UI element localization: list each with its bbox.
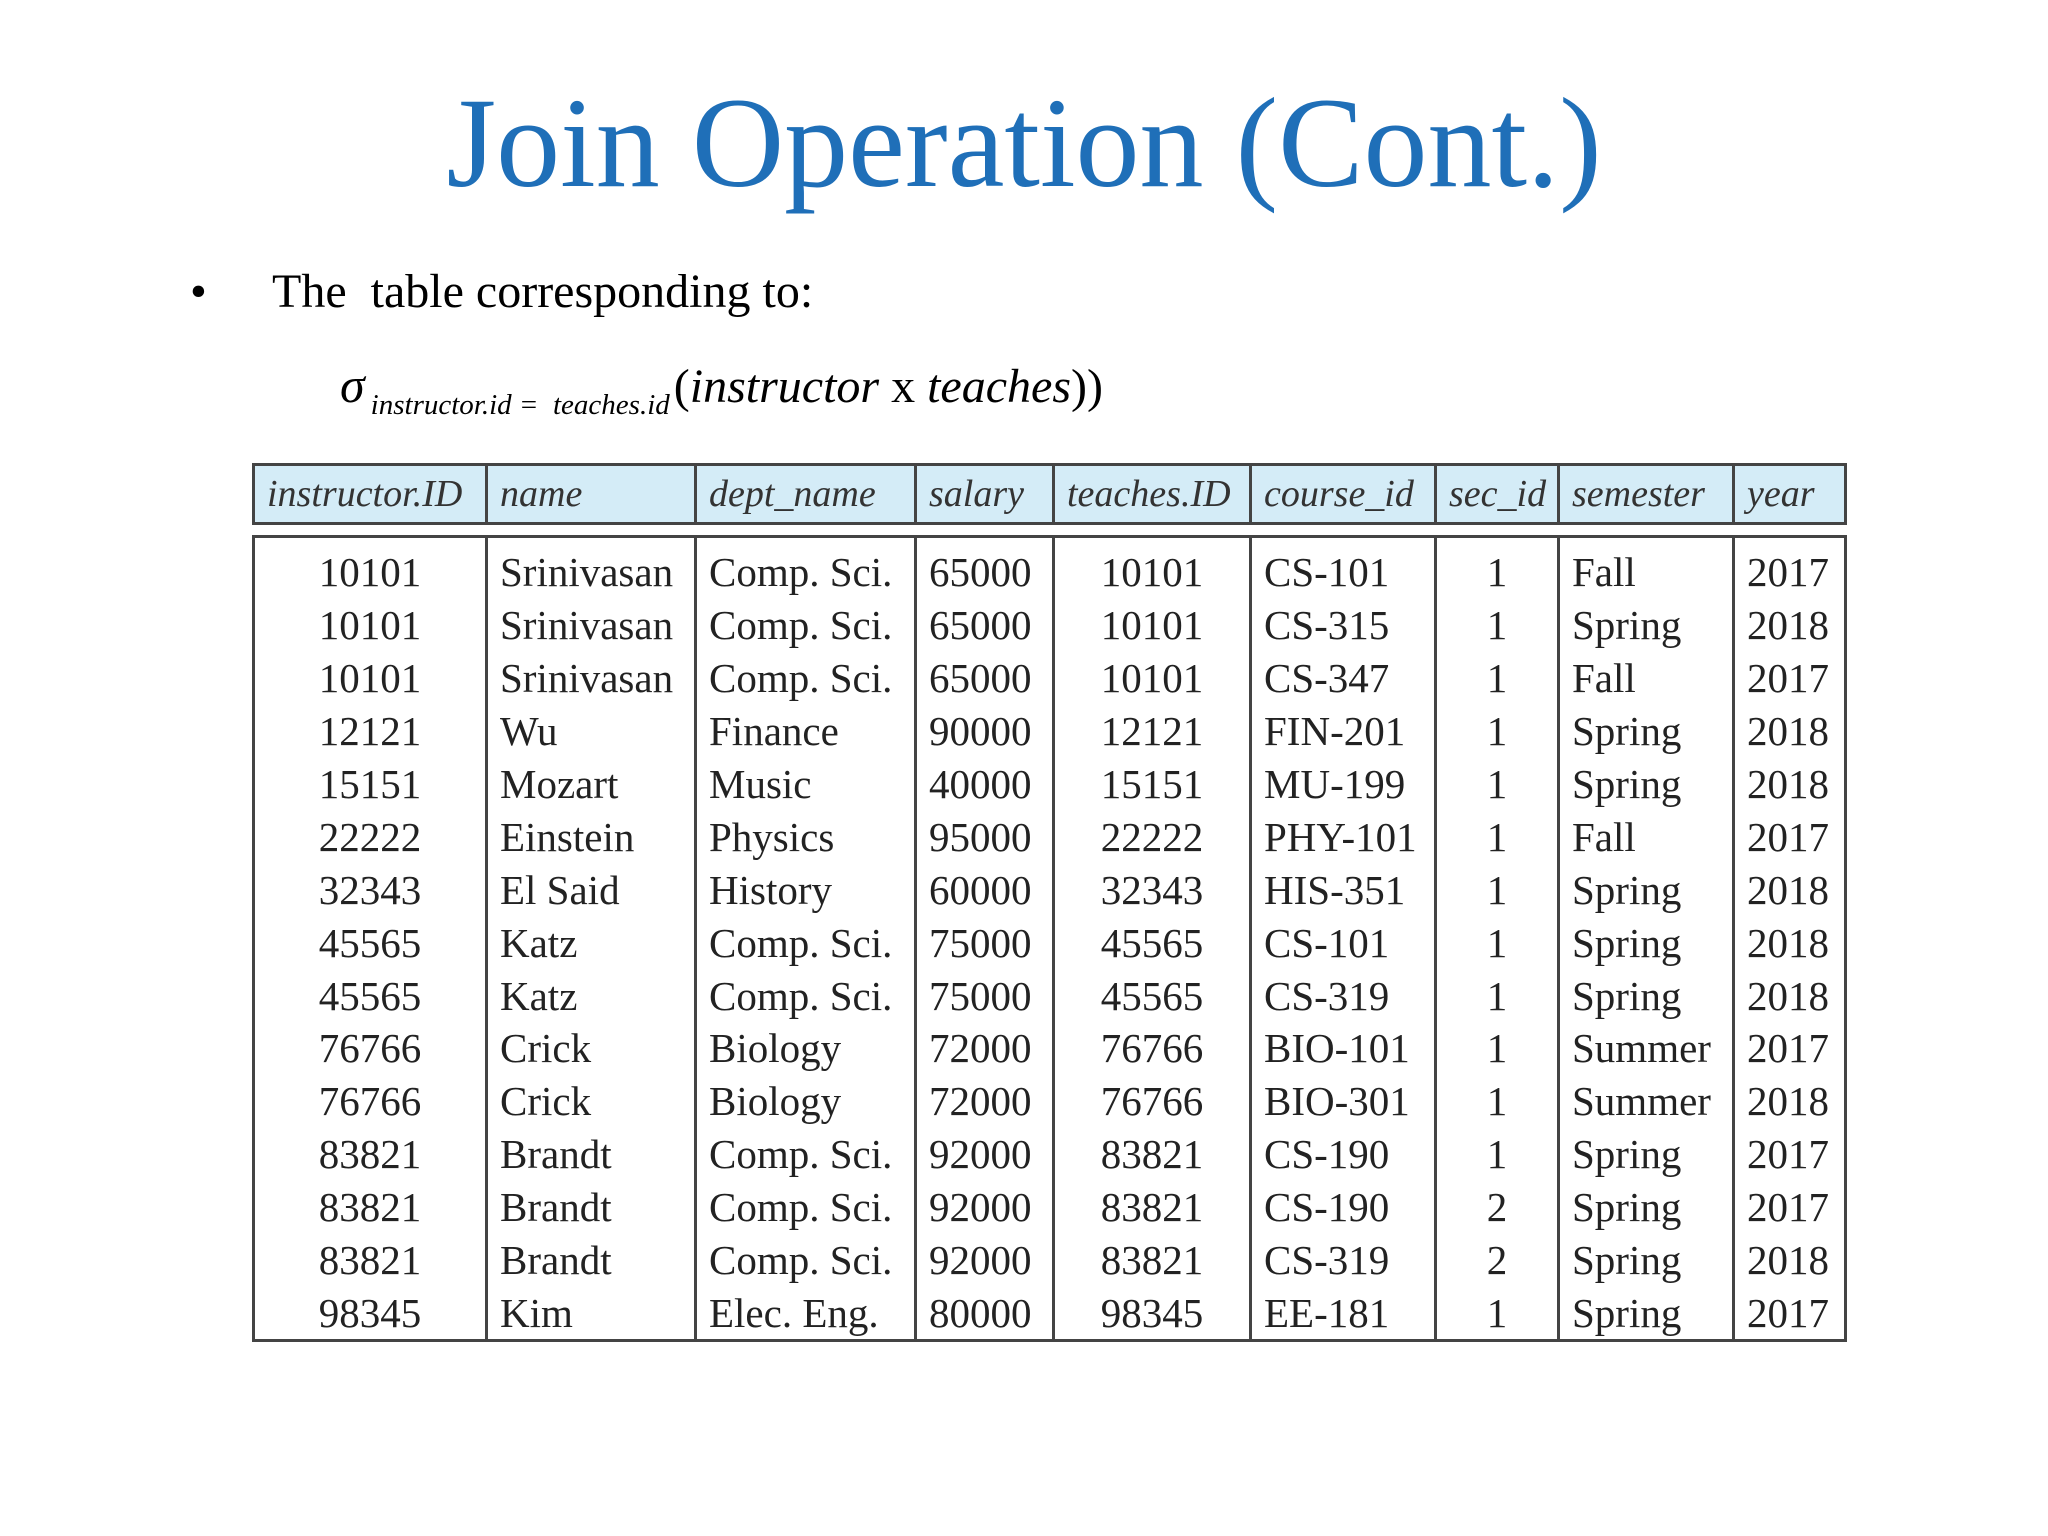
cell-course-id: MU-199: [1251, 758, 1436, 811]
cell-course-id: CS-101: [1251, 537, 1436, 599]
cell-semester: Spring: [1559, 758, 1734, 811]
cell-name: Crick: [487, 1075, 696, 1128]
cell-teaches-id: 45565: [1054, 916, 1251, 969]
table-row: [254, 1286, 1846, 1340]
cell-name: Einstein: [487, 810, 696, 863]
cell-sec-id: 2: [1436, 1181, 1559, 1234]
cell-semester: Summer: [1559, 1022, 1734, 1075]
join-result-table-container: [252, 463, 1844, 1342]
table-row: [254, 1022, 1846, 1075]
cell-salary: 92000: [916, 1128, 1054, 1181]
cell-course-id: CS-190: [1251, 1128, 1436, 1181]
column-header-teaches-id: teaches.ID: [1054, 465, 1251, 524]
cell-year: 2018: [1734, 758, 1846, 811]
cell-teaches-id: 83821: [1054, 1128, 1251, 1181]
cell-instructor-id: 83821: [254, 1181, 487, 1234]
cell-instructor-id: 45565: [254, 916, 487, 969]
cell-name: El Said: [487, 863, 696, 916]
cell-course-id: CS-319: [1251, 969, 1436, 1022]
cell-name: Srinivasan: [487, 599, 696, 652]
cell-dept-name: Comp. Sci.: [696, 1181, 916, 1234]
cell-instructor-id: 45565: [254, 969, 487, 1022]
cell-dept-name: Comp. Sci.: [696, 969, 916, 1022]
header-row: [254, 465, 1846, 524]
cell-salary: 65000: [916, 599, 1054, 652]
cell-teaches-id: 83821: [1054, 1234, 1251, 1287]
table-row: [254, 1075, 1846, 1128]
cell-sec-id: 1: [1436, 863, 1559, 916]
formula-open-paren: (: [673, 360, 690, 413]
column-header-year: year: [1734, 465, 1846, 524]
cell-year: 2017: [1734, 1286, 1846, 1340]
cell-sec-id: 1: [1436, 758, 1559, 811]
cell-semester: Spring: [1559, 916, 1734, 969]
cell-year: 2017: [1734, 810, 1846, 863]
cell-salary: 65000: [916, 537, 1054, 599]
cell-dept-name: Comp. Sci.: [696, 1128, 916, 1181]
table-row: [254, 599, 1846, 652]
cell-instructor-id: 10101: [254, 599, 487, 652]
bullet-marker: •: [190, 265, 207, 318]
cell-year: 2018: [1734, 1234, 1846, 1287]
cell-course-id: HIS-351: [1251, 863, 1436, 916]
cell-sec-id: 1: [1436, 705, 1559, 758]
cell-year: 2017: [1734, 537, 1846, 599]
cell-name: Srinivasan: [487, 652, 696, 705]
cell-semester: Spring: [1559, 705, 1734, 758]
cell-instructor-id: 76766: [254, 1075, 487, 1128]
cell-dept-name: Music: [696, 758, 916, 811]
cell-course-id: CS-319: [1251, 1234, 1436, 1287]
cell-instructor-id: 32343: [254, 863, 487, 916]
cell-name: Brandt: [487, 1128, 696, 1181]
bullet-text: The table corresponding to:: [272, 265, 814, 318]
cell-salary: 40000: [916, 758, 1054, 811]
formula-right-relation: teaches: [927, 360, 1072, 413]
cell-course-id: CS-315: [1251, 599, 1436, 652]
cell-semester: Spring: [1559, 863, 1734, 916]
join-result-table: [252, 463, 1847, 1342]
cell-teaches-id: 12121: [1054, 705, 1251, 758]
cell-salary: 90000: [916, 705, 1054, 758]
table-row: [254, 1234, 1846, 1287]
cell-course-id: PHY-101: [1251, 810, 1436, 863]
cell-sec-id: 2: [1436, 1234, 1559, 1287]
cell-teaches-id: 45565: [1054, 969, 1251, 1022]
cell-salary: 92000: [916, 1234, 1054, 1287]
cell-semester: Fall: [1559, 537, 1734, 599]
cell-dept-name: Comp. Sci.: [696, 1234, 916, 1287]
formula-left-relation: instructor: [689, 360, 880, 413]
cell-name: Katz: [487, 916, 696, 969]
cell-year: 2017: [1734, 652, 1846, 705]
cell-instructor-id: 12121: [254, 705, 487, 758]
cell-course-id: EE-181: [1251, 1286, 1436, 1340]
cell-semester: Spring: [1559, 1181, 1734, 1234]
cell-sec-id: 1: [1436, 537, 1559, 599]
cell-name: Mozart: [487, 758, 696, 811]
cell-teaches-id: 32343: [1054, 863, 1251, 916]
cell-dept-name: Elec. Eng.: [696, 1286, 916, 1340]
table-body: [254, 537, 1846, 1341]
cell-salary: 80000: [916, 1286, 1054, 1340]
cell-dept-name: Biology: [696, 1075, 916, 1128]
cell-semester: Spring: [1559, 1234, 1734, 1287]
cell-year: 2018: [1734, 916, 1846, 969]
table-row: [254, 810, 1846, 863]
cell-course-id: CS-190: [1251, 1181, 1436, 1234]
cell-course-id: CS-347: [1251, 652, 1436, 705]
cell-instructor-id: 22222: [254, 810, 487, 863]
cell-semester: Spring: [1559, 969, 1734, 1022]
cell-course-id: CS-101: [1251, 916, 1436, 969]
cell-year: 2018: [1734, 863, 1846, 916]
cell-instructor-id: 10101: [254, 652, 487, 705]
cell-teaches-id: 76766: [1054, 1075, 1251, 1128]
cell-sec-id: 1: [1436, 1075, 1559, 1128]
cell-salary: 95000: [916, 810, 1054, 863]
selection-formula: [340, 355, 1103, 423]
cell-teaches-id: 10101: [1054, 537, 1251, 599]
cell-sec-id: 1: [1436, 599, 1559, 652]
cell-teaches-id: 83821: [1054, 1181, 1251, 1234]
formula-operator: x: [879, 360, 928, 413]
cell-year: 2017: [1734, 1181, 1846, 1234]
cell-salary: 72000: [916, 1022, 1054, 1075]
selection-predicate: instructor.id = teaches.id: [370, 389, 670, 421]
cell-salary: 72000: [916, 1075, 1054, 1128]
cell-name: Brandt: [487, 1234, 696, 1287]
cell-teaches-id: 98345: [1054, 1286, 1251, 1340]
cell-dept-name: Comp. Sci.: [696, 652, 916, 705]
cell-teaches-id: 10101: [1054, 652, 1251, 705]
cell-sec-id: 1: [1436, 810, 1559, 863]
cell-instructor-id: 83821: [254, 1234, 487, 1287]
cell-dept-name: Finance: [696, 705, 916, 758]
cell-name: Srinivasan: [487, 537, 696, 599]
cell-semester: Fall: [1559, 810, 1734, 863]
cell-year: 2018: [1734, 599, 1846, 652]
cell-semester: Spring: [1559, 1128, 1734, 1181]
cell-course-id: BIO-101: [1251, 1022, 1436, 1075]
cell-sec-id: 1: [1436, 1022, 1559, 1075]
table-row: [254, 916, 1846, 969]
cell-year: 2018: [1734, 969, 1846, 1022]
cell-name: Katz: [487, 969, 696, 1022]
table-row: [254, 758, 1846, 811]
cell-sec-id: 1: [1436, 969, 1559, 1022]
column-header-salary: salary: [916, 465, 1054, 524]
cell-semester: Fall: [1559, 652, 1734, 705]
cell-instructor-id: 10101: [254, 537, 487, 599]
cell-dept-name: Comp. Sci.: [696, 537, 916, 599]
header-spacer: [254, 524, 1846, 537]
table-row: [254, 705, 1846, 758]
cell-name: Crick: [487, 1022, 696, 1075]
cell-year: 2017: [1734, 1022, 1846, 1075]
formula-close-paren: )): [1071, 360, 1103, 413]
cell-course-id: BIO-301: [1251, 1075, 1436, 1128]
cell-name: Kim: [487, 1286, 696, 1340]
cell-dept-name: Biology: [696, 1022, 916, 1075]
column-header-name: name: [487, 465, 696, 524]
cell-salary: 75000: [916, 916, 1054, 969]
slide-title: Join Operation (Cont.): [446, 72, 1602, 214]
cell-semester: Spring: [1559, 599, 1734, 652]
table-row: [254, 863, 1846, 916]
cell-teaches-id: 10101: [1054, 599, 1251, 652]
cell-dept-name: Physics: [696, 810, 916, 863]
cell-instructor-id: 98345: [254, 1286, 487, 1340]
cell-sec-id: 1: [1436, 1286, 1559, 1340]
cell-sec-id: 1: [1436, 916, 1559, 969]
cell-teaches-id: 76766: [1054, 1022, 1251, 1075]
cell-instructor-id: 15151: [254, 758, 487, 811]
column-header-course-id: course_id: [1251, 465, 1436, 524]
table-row: [254, 1181, 1846, 1234]
cell-name: Brandt: [487, 1181, 696, 1234]
cell-year: 2017: [1734, 1128, 1846, 1181]
cell-year: 2018: [1734, 1075, 1846, 1128]
column-header-dept-name: dept_name: [696, 465, 916, 524]
cell-semester: Summer: [1559, 1075, 1734, 1128]
cell-dept-name: History: [696, 863, 916, 916]
cell-dept-name: Comp. Sci.: [696, 599, 916, 652]
table-header: [254, 465, 1846, 524]
cell-instructor-id: 76766: [254, 1022, 487, 1075]
cell-dept-name: Comp. Sci.: [696, 916, 916, 969]
column-header-semester: semester: [1559, 465, 1734, 524]
table-row: [254, 969, 1846, 1022]
cell-sec-id: 1: [1436, 652, 1559, 705]
cell-salary: 92000: [916, 1181, 1054, 1234]
cell-salary: 75000: [916, 969, 1054, 1022]
cell-semester: Spring: [1559, 1286, 1734, 1340]
table-row: [254, 1128, 1846, 1181]
cell-teaches-id: 15151: [1054, 758, 1251, 811]
cell-salary: 65000: [916, 652, 1054, 705]
cell-course-id: FIN-201: [1251, 705, 1436, 758]
column-header-instructor-id: instructor.ID: [254, 465, 487, 524]
table-row: [254, 652, 1846, 705]
sigma-symbol: σ: [340, 357, 365, 413]
cell-sec-id: 1: [1436, 1128, 1559, 1181]
cell-salary: 60000: [916, 863, 1054, 916]
cell-name: Wu: [487, 705, 696, 758]
cell-year: 2018: [1734, 705, 1846, 758]
table-row: [254, 537, 1846, 599]
column-header-sec-id: sec_id: [1436, 465, 1559, 524]
cell-teaches-id: 22222: [1054, 810, 1251, 863]
cell-instructor-id: 83821: [254, 1128, 487, 1181]
